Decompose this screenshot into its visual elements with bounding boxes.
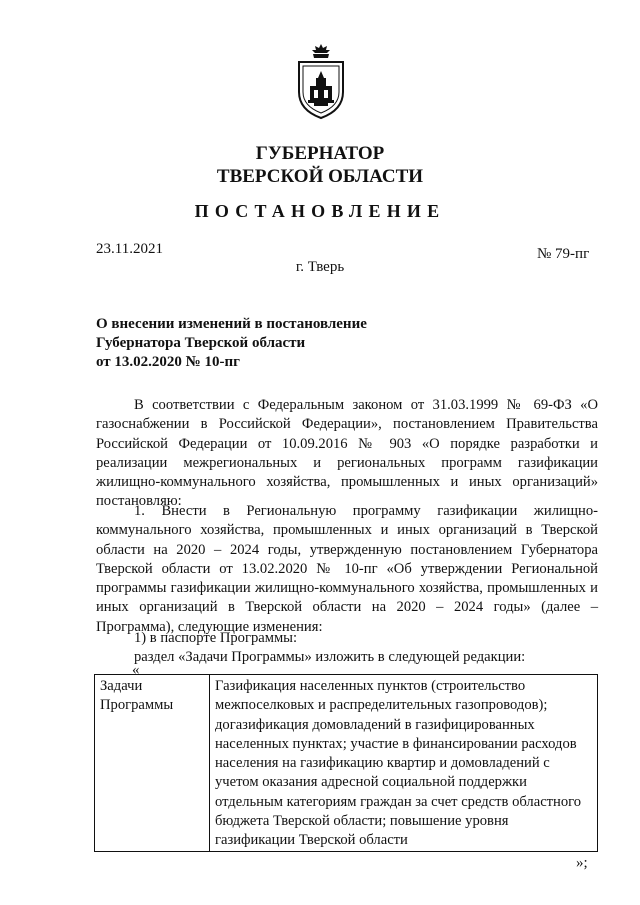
subject-line1: О внесении изменений в постановление (96, 316, 367, 332)
table-row (95, 675, 598, 852)
document-subject (96, 315, 367, 372)
issuer-title-line2: ТВЕРСКОЙ ОБЛАСТИ (216, 166, 424, 187)
issuer-title (0, 142, 640, 188)
document-type-heading: ПОСТАНОВЛЕНИЕ (194, 201, 446, 221)
table-content-cell: Газификация населенных пунктов (строительство межпоселковых и распределительных газопроводов); догазификация домовладений в газифицированных населенных пунктах; участие в финансировании расходов населения на газификацию квартир и домовладений с учетом оказания адресной социальной поддержки отдельным категориям граждан за счет средств областного бюджета Тверской области; повышение уровня газификации Тверской области (210, 675, 598, 852)
document-date: 23.11.2021 (96, 241, 163, 257)
closing-quote: »; (576, 855, 588, 871)
issuer-title-line1: ГУБЕРНАТОР (255, 143, 385, 164)
program-goals-table (94, 674, 598, 852)
document-city: г. Тверь (295, 259, 345, 275)
tver-coat-of-arms-icon (294, 42, 348, 120)
subject-line3: от 13.02.2020 № 10-пг (96, 354, 240, 370)
preamble-paragraph: В соответствии с Федеральным законом от 31.03.1999 № 69-ФЗ «О газоснабжении в Российской Федерации», постановлением Правительства Российской Федерации от 10.09.2016 № 903 «О порядке разработки и реализации межрегиональных и региональных программ газификации жилищно-коммунального хозяйства, промышленных и иных организаций» постановляю: (96, 397, 598, 510)
document-number: № 79-пг (537, 246, 590, 262)
item-1-paragraph: 1. Внести в Региональную программу газификации жилищно-коммунального хозяйства, промышленных и иных организаций в Тверской области на 2020 – 2024 годы, утвержденную постановлением Губернатора Тверской области от 13.02.2020 № 10-пг «Об утверждении Региональной программы газификации жилищно-коммунального хозяйства, промышленных и иных организаций в Тверской области на 2020 – 2024 годы» (далее – Программа), следующие изменения: (96, 503, 598, 635)
opening-quote: « (132, 662, 140, 678)
subject-line2: Губернатора Тверской области (96, 335, 306, 351)
subitem-1-text: раздел «Задачи Программы» изложить в следующей редакции: (134, 649, 526, 665)
table-label-cell: Задачи Программы (95, 675, 210, 852)
subitem-1-paragraph: 1) в паспорте Программы: (134, 630, 298, 646)
